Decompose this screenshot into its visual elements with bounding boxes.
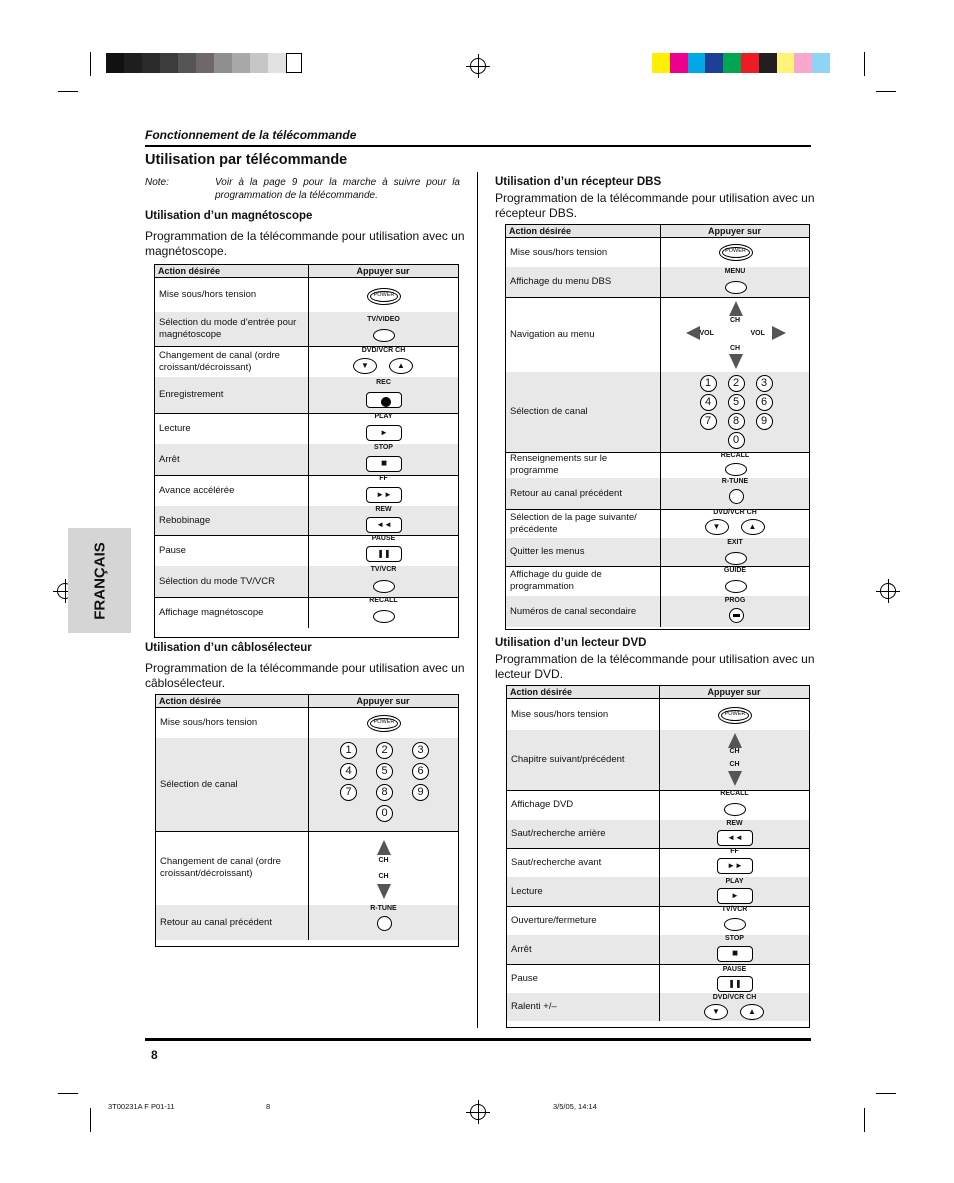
button-label: GUIDE: [723, 567, 747, 574]
language-tab: [68, 528, 131, 633]
button-cell: [309, 312, 458, 346]
process-swatch: [794, 53, 812, 73]
r-tune-button-icon: [729, 489, 744, 504]
column-header-press: Appuyer sur: [707, 226, 761, 236]
table-row: [506, 238, 809, 268]
button-cell: [309, 535, 458, 566]
crop-mark: [90, 1108, 91, 1132]
button-label: CH: [729, 748, 740, 755]
channel-up-icon: ▲: [741, 519, 765, 535]
digit-9-button: 9: [412, 784, 429, 801]
action-cell: Retour au canal précédent: [160, 916, 272, 928]
table-row: [155, 506, 458, 536]
digit-9-button: 9: [756, 413, 773, 430]
action-cell: Retour au canal précédent: [510, 487, 622, 499]
power-label: POWER: [373, 719, 395, 725]
button-cell: [309, 346, 458, 377]
process-swatch: [812, 53, 830, 73]
button-cell: [309, 738, 458, 831]
language-tab-label: FRANÇAIS: [91, 541, 108, 620]
registration-mark: [880, 583, 896, 599]
play-button-icon: ►: [717, 888, 753, 904]
button-cell: [661, 372, 809, 452]
button-label: VOL: [699, 330, 714, 337]
prog-button-icon: [729, 608, 744, 623]
button-cell: [661, 538, 809, 566]
table-row: [506, 267, 809, 298]
action-cell: Chapitre suivant/précédent: [511, 754, 625, 765]
crop-mark: [58, 91, 78, 92]
table-row: [507, 993, 809, 1021]
button-label: TV/VCR: [370, 566, 397, 573]
action-cell: Arrêt: [159, 453, 180, 465]
process-swatch: [670, 53, 688, 73]
table-row: [507, 820, 809, 849]
action-cell: Sélection du mode d’entrée pour magnétoscope: [159, 317, 297, 340]
channel-up-icon: [728, 733, 742, 748]
process-swatch: [723, 53, 741, 73]
gray-swatch: [250, 53, 268, 73]
button-label: DVD/VCR CH: [361, 347, 406, 354]
table-row: [155, 475, 458, 507]
table-row: [155, 597, 458, 628]
process-swatch: [705, 53, 723, 73]
button-label: CH: [729, 761, 740, 768]
crop-mark: [876, 91, 896, 92]
button-cell: [661, 452, 809, 478]
oval-button-icon: [725, 552, 747, 565]
table-row: [156, 708, 458, 739]
dbs-table: [505, 224, 810, 630]
button-label: REW: [375, 506, 392, 513]
button-label: R-TUNE: [721, 478, 749, 485]
table-row: [155, 535, 458, 567]
button-label: TV/VCR: [721, 906, 748, 913]
digit-4-button: 4: [700, 394, 717, 411]
vcr-description: Programmation de la télécommande pour utilisation avec un magnétoscope.: [145, 229, 465, 258]
table-row: [155, 346, 458, 378]
power-button-icon: [367, 715, 401, 732]
button-label: PLAY: [725, 878, 744, 885]
action-cell: Quitter les menus: [510, 546, 585, 557]
action-cell: Pause: [159, 544, 186, 556]
action-cell: Mise sous/hors tension: [510, 246, 608, 258]
process-swatch: [759, 53, 777, 73]
power-button-icon: [718, 707, 752, 724]
action-cell: Arrêt: [511, 943, 532, 955]
digit-6-button: 6: [756, 394, 773, 411]
table-row: [506, 509, 809, 539]
gray-swatch: [232, 53, 250, 73]
channel-down-icon: [728, 771, 742, 786]
vcr-section-title: Utilisation d’un magnétoscope: [145, 210, 313, 222]
digit-2-button: 2: [728, 375, 745, 392]
note-text: Voir à la page 9 pour la marche à suivre pour la programmation de la télécommande.: [215, 177, 460, 201]
process-swatch: [652, 53, 670, 73]
action-cell: Lecture: [511, 885, 543, 897]
column-header-press: Appuyer sur: [356, 696, 410, 706]
crop-mark: [58, 1093, 78, 1094]
button-cell: [309, 708, 458, 738]
footer-rule: [145, 1038, 811, 1041]
action-cell: Changement de canal (ordre croissant/décroissant): [160, 856, 281, 879]
table-row: [506, 596, 809, 627]
button-label: PAUSE: [722, 966, 747, 973]
channel-up-icon: [377, 840, 391, 855]
button-label: FF: [379, 475, 388, 482]
rewind-button-icon: ◄◄: [717, 830, 753, 846]
digit-0-button: 0: [376, 805, 393, 822]
crop-mark: [864, 1108, 865, 1132]
column-header-action: Action désirée: [509, 226, 572, 236]
column-header-action: Action désirée: [159, 696, 222, 706]
channel-up-icon: ▲: [389, 358, 413, 374]
channel-down-icon: [377, 884, 391, 899]
button-cell: [309, 566, 458, 597]
channel-down-icon: ▼: [704, 1004, 728, 1020]
button-label: EXIT: [727, 539, 743, 546]
table-header: [506, 225, 809, 238]
gray-swatch: [142, 53, 160, 73]
volume-left-icon: [686, 326, 700, 340]
table-row: [156, 831, 458, 906]
table-row: [155, 377, 458, 414]
column-header-press: Appuyer sur: [356, 266, 410, 276]
digit-4-button: 4: [340, 763, 357, 780]
cable-section-title: Utilisation d’un câblosélecteur: [145, 642, 312, 654]
table-row: [506, 478, 809, 510]
action-cell: Pause: [511, 972, 538, 984]
table-row: [507, 848, 809, 878]
dbs-section-title: Utilisation d’un récepteur DBS: [495, 176, 662, 188]
button-cell: [309, 377, 458, 413]
column-header-press: Appuyer sur: [707, 687, 761, 697]
record-dot: [381, 397, 391, 407]
button-label: CH: [729, 317, 741, 324]
oval-button-icon: [373, 610, 395, 623]
button-label: VOL: [750, 330, 765, 337]
button-label: DVD/VCR CH: [712, 994, 757, 1001]
button-cell: [660, 935, 809, 964]
cable-description: Programmation de la télécommande pour utilisation avec un câblosélecteur.: [145, 661, 465, 690]
fast-forward-button-icon: ►►: [717, 858, 753, 874]
footer-code: 3T00231A F P01-11: [108, 1102, 175, 1111]
prog-bar: [733, 614, 740, 617]
digit-7-button: 7: [340, 784, 357, 801]
table-header: [155, 265, 458, 278]
button-cell: [661, 297, 809, 372]
button-label: CH: [378, 873, 389, 880]
button-cell: [661, 596, 809, 627]
button-cell: [660, 964, 809, 993]
oval-button-icon: [725, 463, 747, 476]
button-cell: [309, 831, 458, 905]
power-button-icon: [719, 244, 753, 261]
channel-down-icon: ▼: [353, 358, 377, 374]
table-row: [506, 297, 809, 373]
action-cell: Affichage du guide de programmation: [510, 569, 602, 592]
digit-1-button: 1: [340, 742, 357, 759]
crop-mark: [90, 52, 91, 76]
registration-mark: [470, 1104, 486, 1120]
button-cell: [660, 906, 809, 935]
action-cell: Sélection de canal: [510, 406, 588, 417]
channel-down-icon: ▼: [705, 519, 729, 535]
button-cell: [660, 699, 809, 730]
button-label: R-TUNE: [370, 905, 397, 912]
vcr-table: [154, 264, 459, 638]
gray-swatch: [196, 53, 214, 73]
button-label: CH: [378, 857, 389, 864]
button-cell: [661, 509, 809, 538]
gray-swatch: [124, 53, 142, 73]
action-cell: Affichage magnétoscope: [159, 606, 264, 618]
button-cell: [309, 475, 458, 506]
header-rule: [145, 145, 811, 147]
button-cell: [309, 278, 458, 312]
button-cell: [309, 597, 458, 628]
button-cell: [660, 993, 809, 1021]
table-row: [156, 738, 458, 832]
channel-up-icon: ▲: [740, 1004, 764, 1020]
button-label: REW: [726, 820, 743, 827]
stop-button-icon: ■: [366, 456, 402, 472]
action-cell: Mise sous/hors tension: [159, 289, 257, 300]
action-cell: Rebobinage: [159, 514, 211, 526]
table-row: [155, 312, 458, 347]
pause-button-icon: ❚❚: [717, 976, 753, 992]
digit-5-button: 5: [728, 394, 745, 411]
table-header: [507, 686, 809, 699]
cable-table: [155, 694, 459, 947]
button-cell: [660, 820, 809, 848]
button-label: TV/VIDEO: [367, 316, 400, 323]
record-button-icon: [366, 392, 402, 408]
button-cell: [660, 730, 809, 790]
table-row: [156, 905, 458, 940]
process-swatch: [688, 53, 706, 73]
dvd-description: Programmation de la télécommande pour utilisation avec un lecteur DVD.: [495, 652, 815, 681]
header-divider: [308, 695, 309, 707]
footer-page: 8: [266, 1102, 271, 1111]
table-row: [155, 444, 458, 476]
button-label: RECALL: [369, 597, 398, 604]
gray-swatch: [286, 53, 302, 73]
power-label: POWER: [725, 248, 746, 254]
button-label: PAUSE: [371, 535, 396, 542]
section-header: Fonctionnement de la télécommande: [145, 128, 357, 142]
header-divider: [659, 686, 660, 698]
dbs-description: Programmation de la télécommande pour utilisation avec un récepteur DBS.: [495, 191, 815, 220]
action-cell: Numéros de canal secondaire: [510, 605, 637, 617]
button-cell: [309, 413, 458, 444]
registration-mark: [470, 58, 486, 74]
action-cell: Saut/recherche arrière: [511, 828, 606, 839]
button-label: STOP: [725, 935, 744, 942]
stop-button-icon: ■: [717, 946, 753, 962]
table-row: [155, 413, 458, 445]
gray-swatch: [106, 53, 124, 73]
digit-3-button: 3: [412, 742, 429, 759]
button-label: CH: [729, 345, 741, 352]
table-row: [507, 877, 809, 907]
oval-button-icon: [724, 803, 746, 816]
digit-2-button: 2: [376, 742, 393, 759]
table-row: [506, 452, 809, 479]
button-cell: [661, 566, 809, 596]
button-cell: [660, 848, 809, 877]
power-label: POWER: [373, 292, 395, 298]
table-row: [507, 964, 809, 994]
process-swatch: [741, 53, 759, 73]
button-cell: [660, 790, 809, 820]
footer-date: 3/5/05, 14:14: [553, 1102, 597, 1111]
button-cell: [309, 444, 458, 475]
button-label: PROG: [724, 597, 746, 604]
table-row: [155, 278, 458, 313]
button-cell: [661, 267, 809, 297]
fast-forward-button-icon: ►►: [366, 487, 402, 503]
digit-8-button: 8: [728, 413, 745, 430]
header-divider: [308, 265, 309, 277]
gray-swatch: [214, 53, 232, 73]
action-cell: Mise sous/hors tension: [160, 717, 258, 728]
gray-swatch: [178, 53, 196, 73]
action-cell: Avance accélérée: [159, 484, 235, 496]
power-label: POWER: [724, 711, 746, 717]
note-label: Note:: [145, 177, 169, 188]
table-row: [507, 906, 809, 936]
action-cell: Lecture: [159, 422, 191, 434]
button-label: PLAY: [374, 413, 393, 420]
power-button-icon: [367, 288, 401, 305]
button-cell: [309, 506, 458, 535]
button-label: RECALL: [720, 790, 749, 797]
oval-button-icon: [725, 580, 747, 593]
table-row: [507, 935, 809, 965]
table-row: [155, 566, 458, 598]
action-cell: Saut/recherche avant: [511, 856, 602, 868]
action-cell: Ralenti +/–: [511, 1001, 557, 1012]
crop-mark: [864, 52, 865, 76]
channel-up-icon: [729, 301, 743, 316]
page-number: 8: [151, 1048, 158, 1062]
digit-6-button: 6: [412, 763, 429, 780]
action-cell: Navigation au menu: [510, 328, 595, 340]
button-label: MENU: [724, 268, 746, 275]
gray-swatch: [160, 53, 178, 73]
r-tune-button-icon: [377, 916, 392, 931]
action-cell: Changement de canal (ordre croissant/décroissant): [159, 349, 280, 373]
action-cell: Enregistrement: [159, 389, 224, 400]
header-divider: [660, 225, 661, 237]
column-divider: [477, 172, 478, 1028]
button-cell: [309, 905, 458, 940]
volume-right-icon: [772, 326, 786, 340]
action-cell: Affichage du menu DBS: [510, 276, 612, 287]
digit-0-button: 0: [728, 432, 745, 449]
digit-5-button: 5: [376, 763, 393, 780]
table-row: [507, 730, 809, 791]
dvd-section-title: Utilisation d’un lecteur DVD: [495, 637, 647, 649]
process-swatch: [777, 53, 795, 73]
button-label: DVD/VCR CH: [713, 509, 757, 516]
table-header: [156, 695, 458, 708]
column-header-action: Action désirée: [158, 266, 221, 276]
digit-7-button: 7: [700, 413, 717, 430]
button-label: REC: [376, 379, 391, 386]
rewind-button-icon: ◄◄: [366, 517, 402, 533]
action-cell: Sélection de la page suivante/ précédente: [510, 511, 637, 535]
action-cell: Affichage DVD: [511, 799, 574, 810]
table-row: [506, 538, 809, 567]
page-title: Utilisation par télécommande: [145, 152, 348, 168]
digit-8-button: 8: [376, 784, 393, 801]
action-cell: Ouverture/fermeture: [511, 914, 597, 926]
button-label: FF: [730, 848, 739, 855]
button-label: RECALL: [720, 452, 750, 459]
table-row: [507, 790, 809, 821]
action-cell: Renseignements sur le programme: [510, 453, 608, 476]
column-header-action: Action désirée: [510, 687, 573, 697]
button-cell: [661, 478, 809, 509]
button-label: STOP: [374, 444, 393, 451]
button-cell: [660, 877, 809, 906]
digit-3-button: 3: [756, 375, 773, 392]
button-cell: [661, 238, 809, 267]
crop-mark: [876, 1093, 896, 1094]
action-cell: Mise sous/hors tension: [511, 708, 609, 720]
table-row: [506, 372, 809, 453]
oval-button-icon: [373, 580, 395, 593]
table-row: [506, 566, 809, 597]
dvd-table: [506, 685, 810, 1028]
action-cell: Sélection du mode TV/VCR: [159, 575, 275, 587]
oval-button-icon: [373, 329, 395, 342]
digit-1-button: 1: [700, 375, 717, 392]
oval-button-icon: [725, 281, 747, 294]
table-row: [507, 699, 809, 731]
play-button-icon: ►: [366, 425, 402, 441]
oval-button-icon: [724, 918, 746, 931]
action-cell: Sélection de canal: [160, 778, 238, 790]
pause-button-icon: ❚❚: [366, 546, 402, 562]
channel-down-icon: [729, 354, 743, 369]
gray-swatch: [268, 53, 286, 73]
